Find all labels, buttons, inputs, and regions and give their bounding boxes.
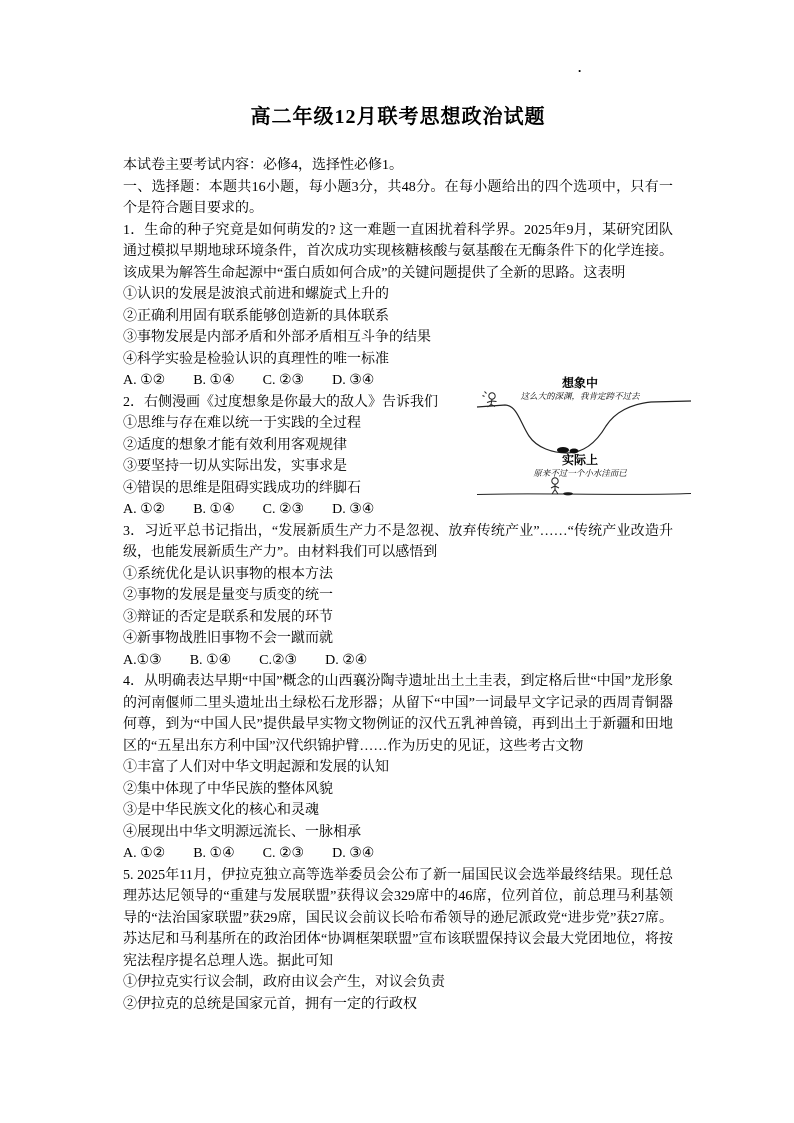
question-1-option-2: ②正确利用固有联系能够创造新的具体联系 [123, 308, 389, 324]
question-3-option-1: ①系统优化是认识事物的根本方法 [123, 566, 333, 582]
question-3-option-4: ④新事物战胜旧事物不会一蹴而就 [123, 631, 333, 646]
question-4-option-4: ④展现出中华文明源远流长、一脉相承 [123, 824, 361, 840]
question-4-option-2: ②集中体现了中华民族的整体风貌 [123, 781, 333, 797]
question-1-option-3: ③事物发展是内部矛盾和外部矛盾相互斗争的结果 [123, 330, 431, 345]
question-3-stem: 3．习近平总书记指出，“发展新质生产力不是忽视、放弃传统产业”……“传统产业改造升级，也能发展新质生产力”。由材料我们可以感悟到 [123, 523, 673, 560]
cartoon-imagined-caption: 这么大的深渊，我肯定跨不过去 [520, 390, 640, 401]
cartoon-actual-label: 实际上 [561, 452, 599, 467]
question-5-option-1: ①伊拉克实行议会制，政府由议会产生，对议会负责 [123, 975, 445, 990]
question-2-option-1: ①思维与存在难以统一于实践的全过程 [123, 416, 361, 431]
question-2 [123, 375, 673, 521]
question-2-text [123, 392, 468, 521]
ravine-edge-line [477, 401, 691, 453]
question-5-option-2: ②伊拉克的总统是国家元首，拥有一定的行政权 [123, 996, 417, 1012]
question-2-stem: 2．右侧漫画《过度想象是你最大的敌人》告诉我们 [123, 394, 438, 410]
question-2-answer-choices: A. ①② B. ①④ C. ②③ D. ③④ [123, 502, 375, 517]
question-4 [123, 671, 673, 865]
actual-figure [551, 477, 559, 493]
question-5-stem: 5. 2025年11月，伊拉克独立高等选举委员会公布了新一届国民议会选举最终结果。现任总理苏达尼领导的“重建与发展联盟”获得议会329席中的46席，位列首位，前总理马利基领导的“法治国家联盟”获29席，国民议会前议长哈布希领导的逊尼派政党“进步党”获27席。苏达尼和马利基所在的政治团体“协调框架联盟”宣布该联盟保持议会最大党团地位，将按宪法程序提名总理人选。据此可知 [123, 867, 673, 969]
question-3 [123, 521, 673, 672]
question-3-option-2: ②事物的发展是量变与质变的统一 [123, 588, 333, 603]
question-1 [123, 220, 673, 392]
question-3-option-3: ③辩证的否定是联系和发展的环节 [123, 609, 333, 625]
question-1-stem: 1．生命的种子究竟是如何萌发的? 这一难题一直困扰着科学界。2025年9月，某研究团队通过模拟早期地球环境条件，首次成功实现核糖核酸与氨基酸在无酶条件下的化学连接。该成果为解答生命起源中“蛋白质如何合成”的关键问题提供了全新的思路。这表明 [123, 222, 673, 281]
question-1-option-4: ④科学实验是检验认识的真理性的唯一标准 [123, 351, 389, 367]
question-3-answer-choices: A.①③ B. ①④ C.②③ D. ②④ [123, 652, 368, 668]
question-5 [123, 865, 673, 1016]
section-instructions: 一、选择题：本题共16小题，每小题3分，共48分。在每小题给出的四个选项中，只有一个是符合题目要求的。 [123, 179, 673, 216]
page-title: 高二年级12月联考思想政治试题 [250, 106, 546, 128]
imagined-figure [483, 391, 497, 407]
question-4-stem: 4．从明确表达早期“中国”概念的山西襄汾陶寺遗址出土土圭表，到定格后世“中国”龙形象的河南偃师二里头遗址出土绿松石龙形器；从留下“中国”一词最早文字记录的西周青铜器何尊，到为“中国人民”提供最早实物文物例证的汉代五乳神兽镜，再到出土于新疆和田地区的“五星出东方利中国”汉代织锦护臂……作为历史的见证，这些考古文物 [123, 674, 673, 754]
cartoon-illustration [475, 374, 693, 510]
question-4-answer-choices: A. ①② B. ①④ C. ②③ D. ③④ [123, 846, 375, 861]
question-2-option-3: ③要坚持一切从实际出发，实事求是 [123, 459, 347, 474]
exam-scope-line: 本试卷主要考试内容：必修4，选择性必修1。 [123, 158, 403, 173]
page-content [123, 100, 673, 1015]
question-2-option-2: ②适度的想象才能有效利用客观规律 [123, 437, 347, 453]
question-2-option-4: ④错误的思维是阻碍实践成功的绊脚石 [123, 480, 361, 496]
question-4-option-1: ①丰富了人们对中华文明起源和发展的认知 [123, 760, 389, 775]
question-1-option-1: ①认识的发展是波浪式前进和螺旋式上升的 [123, 287, 389, 302]
ground-line [477, 493, 691, 494]
cartoon-imagined-label: 想象中 [561, 375, 599, 390]
stray-dot: . [578, 60, 582, 75]
question-4-option-3: ③是中华民族文化的核心和灵魂 [123, 803, 319, 818]
cartoon-actual-caption: 原来不过一个小水洼而已 [533, 467, 627, 478]
question-1-answer-choices: A. ①② B. ①④ C. ②③ D. ③④ [123, 373, 375, 388]
